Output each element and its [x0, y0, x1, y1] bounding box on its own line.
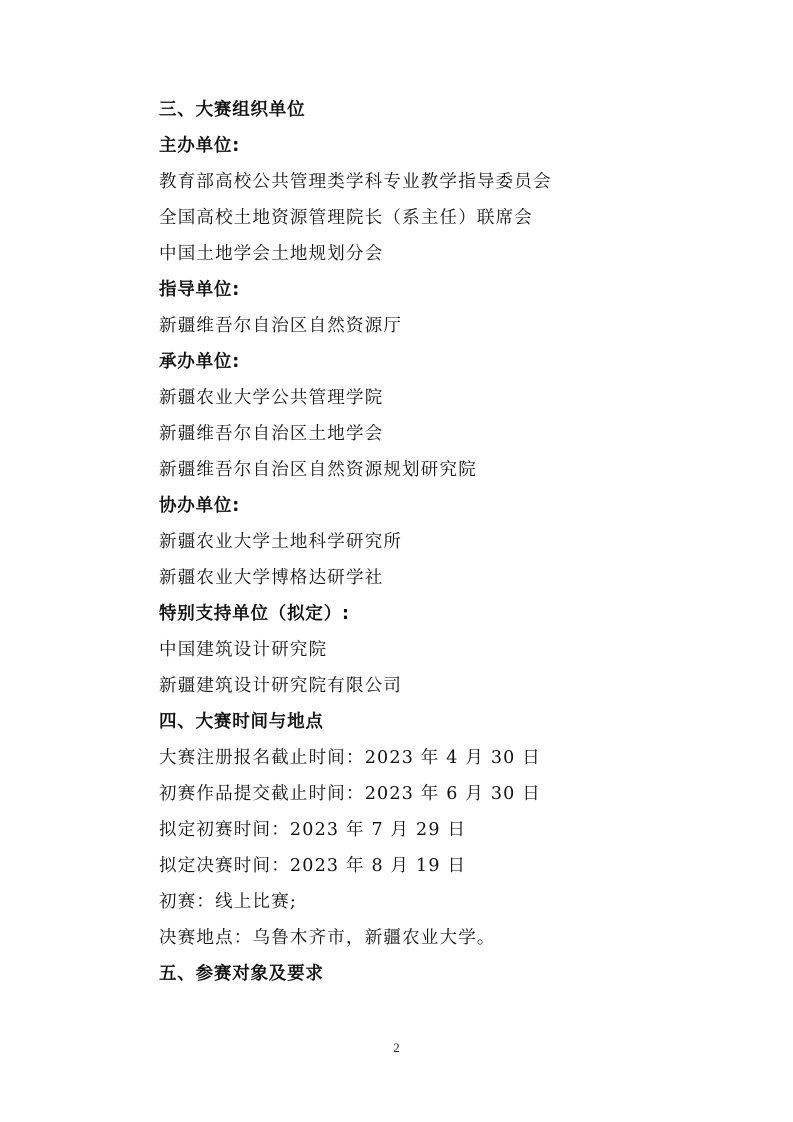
- host-item: 教育部高校公共管理类学科专业教学指导委员会: [159, 172, 552, 192]
- special-supporter-item: 中国建筑设计研究院: [159, 640, 328, 660]
- host-item: 中国土地学会土地规划分会: [159, 244, 384, 264]
- document-body: [159, 92, 719, 992]
- host-label: 主办单位:: [159, 136, 240, 156]
- guide-item: 新疆维吾尔自治区自然资源厅: [159, 316, 403, 336]
- organizer-item: 新疆农业大学公共管理学院: [159, 388, 384, 408]
- host-item: 全国高校土地资源管理院长（系主任）联席会: [159, 208, 533, 228]
- page-number: 2: [393, 1040, 400, 1055]
- special-supporter-item: 新疆建筑设计研究院有限公司: [159, 676, 403, 696]
- schedule-item: 大赛注册报名截止时间：2023 年 4 月 30 日: [159, 748, 541, 768]
- section-3-title: 三、大赛组织单位: [159, 100, 306, 120]
- section-4-title: 四、大赛时间与地点: [159, 712, 324, 732]
- organizer-item: 新疆维吾尔自治区自然资源规划研究院: [159, 460, 477, 480]
- organizer-label: 承办单位:: [159, 352, 240, 372]
- schedule-item: 拟定初赛时间：2023 年 7 月 29 日: [159, 820, 467, 840]
- co-organizer-item: 新疆农业大学土地科学研究所: [159, 532, 403, 552]
- schedule-item: 拟定决赛时间：2023 年 8 月 19 日: [159, 856, 467, 876]
- section-5-title: 五、参赛对象及要求: [159, 964, 324, 984]
- co-organizer-label: 协办单位:: [159, 496, 240, 516]
- co-organizer-item: 新疆农业大学博格达研学社: [159, 568, 384, 588]
- special-supporter-label: 特别支持单位（拟定）:: [159, 604, 350, 624]
- schedule-item: 初赛：线上比赛;: [159, 892, 297, 912]
- schedule-item: 决赛地点：乌鲁木齐市，新疆农业大学。: [159, 928, 496, 948]
- schedule-item: 初赛作品提交截止时间：2023 年 6 月 30 日: [159, 784, 541, 804]
- guide-label: 指导单位:: [159, 280, 240, 300]
- organizer-item: 新疆维吾尔自治区土地学会: [159, 424, 384, 444]
